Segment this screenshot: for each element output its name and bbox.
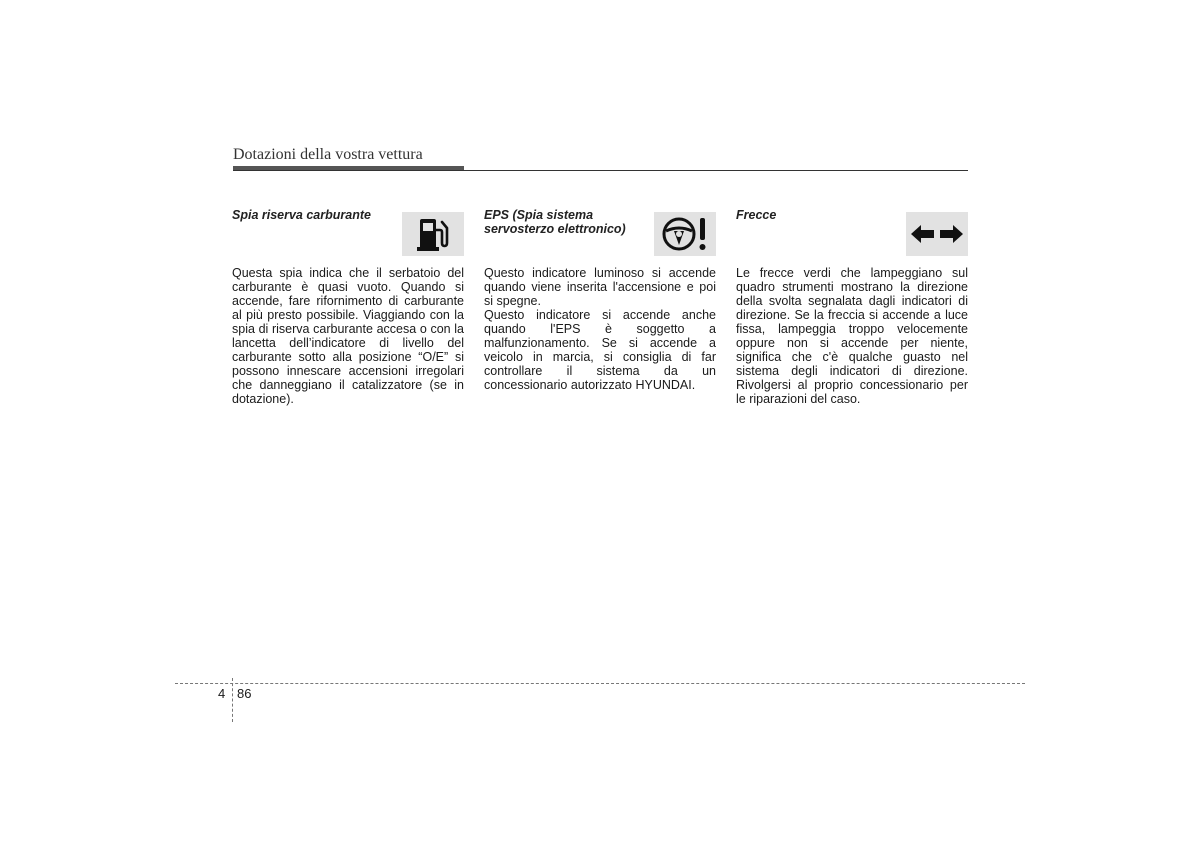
column-title: Spia riserva carburante — [232, 208, 371, 222]
chapter-number: 4 — [218, 686, 226, 701]
paragraph: Questo indicatore si accende anche quando l'EPS è soggetto a malfunzionamento. Se si accende a veicolo in marcia, si consiglia di far controllare il sistema da un concessionario autorizzato HYUNDAI. — [484, 308, 716, 392]
header-rule — [233, 170, 968, 171]
turn-signal-arrows-icon — [906, 212, 968, 256]
paragraph: Le frecce verdi che lampeggiano sul quadro strumenti mostrano la direzione della svolta segnalata dagli indicatori di direzione. Se la freccia si accende a luce fissa, lampeggia troppo velocemente oppure non si accende per niente, significa che c'è qualche guasto nel sistema degli indicatori di direzione. Rivolgersi al proprio concessionario per le riparazioni del caso. — [736, 266, 968, 406]
column-title: Frecce — [736, 208, 777, 222]
column-eps-warning — [484, 206, 716, 392]
section-title: Dotazioni della vostra vettura — [233, 146, 423, 163]
paragraph: Questa spia indica che il serbatoio del carburante è quasi vuoto. Quando si accende, fare rifornimento di carburante al più presto possibile. Viaggiando con la spia di riserva carburante accesa o con la lancetta dell’indicatore di livello del carburante sotto alla posizione “O/E” si possono innescare accensioni irregolari che danneggiano il catalizzatore (se in dotazione). — [232, 266, 464, 406]
page-number: 86 — [237, 686, 252, 701]
column-title: EPS (Spia sistema servosterzo elettronico) — [484, 208, 626, 236]
fuel-pump-icon — [402, 212, 464, 256]
paragraph: Questo indicatore luminoso si accende quando viene inserita l'accensione e poi si spegne. — [484, 266, 716, 308]
footer-rule — [175, 683, 1025, 684]
steering-warning-icon — [654, 212, 716, 256]
footer-divider — [232, 678, 233, 722]
column-turn-signals — [736, 206, 968, 406]
column-fuel-warning — [232, 206, 464, 406]
